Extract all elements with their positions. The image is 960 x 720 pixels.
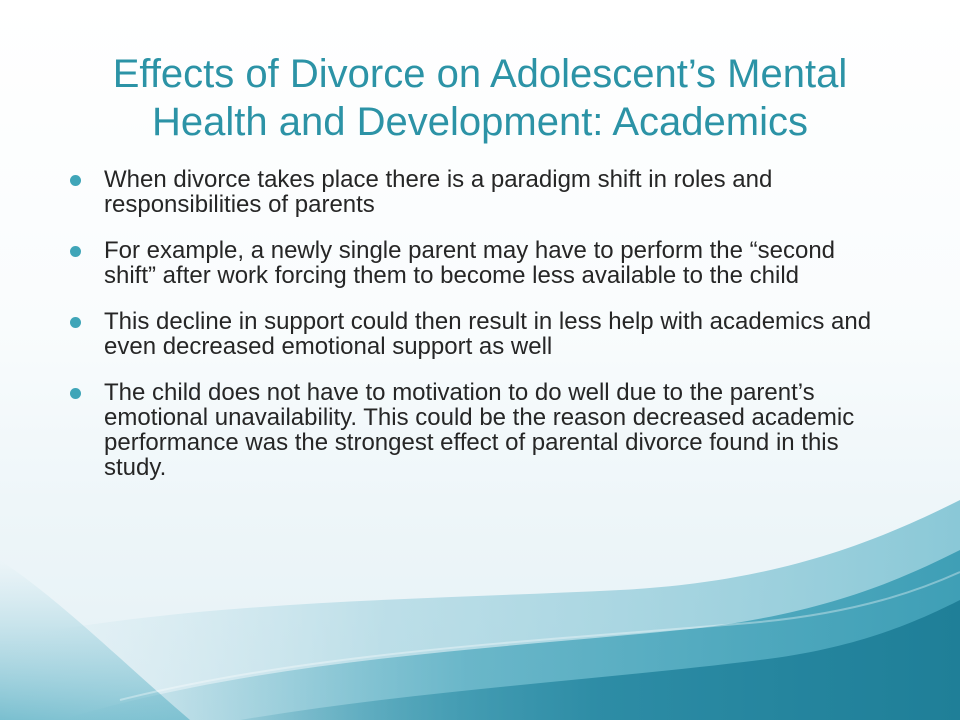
bullet-dot-icon	[70, 388, 81, 399]
slide-title: Effects of Divorce on Adolescent’s Mental Health and Development: Academics	[112, 52, 848, 144]
list-item	[64, 309, 884, 359]
bullet-text: When divorce takes place there is a paradigm shift in roles and responsibilities of parents	[104, 166, 773, 218]
bullet-dot-icon	[70, 175, 81, 186]
bullet-list	[64, 167, 884, 501]
list-item	[64, 167, 884, 217]
list-item	[64, 380, 884, 480]
list-item	[64, 238, 884, 288]
bullet-dot-icon	[70, 246, 81, 257]
bullet-dot-icon	[70, 317, 81, 328]
bullet-text: The child does not have to motivation to do well due to the parent’s emotional unavailability. This could be the reason decreased academic performance was the strongest effect of parental divorce found in this study.	[104, 379, 855, 481]
bullet-text: For example, a newly single parent may have to perform the “second shift” after work forcing them to become less available to the child	[104, 237, 836, 289]
bullet-text: This decline in support could then result in less help with academics and even decreased emotional support as well	[104, 308, 872, 360]
